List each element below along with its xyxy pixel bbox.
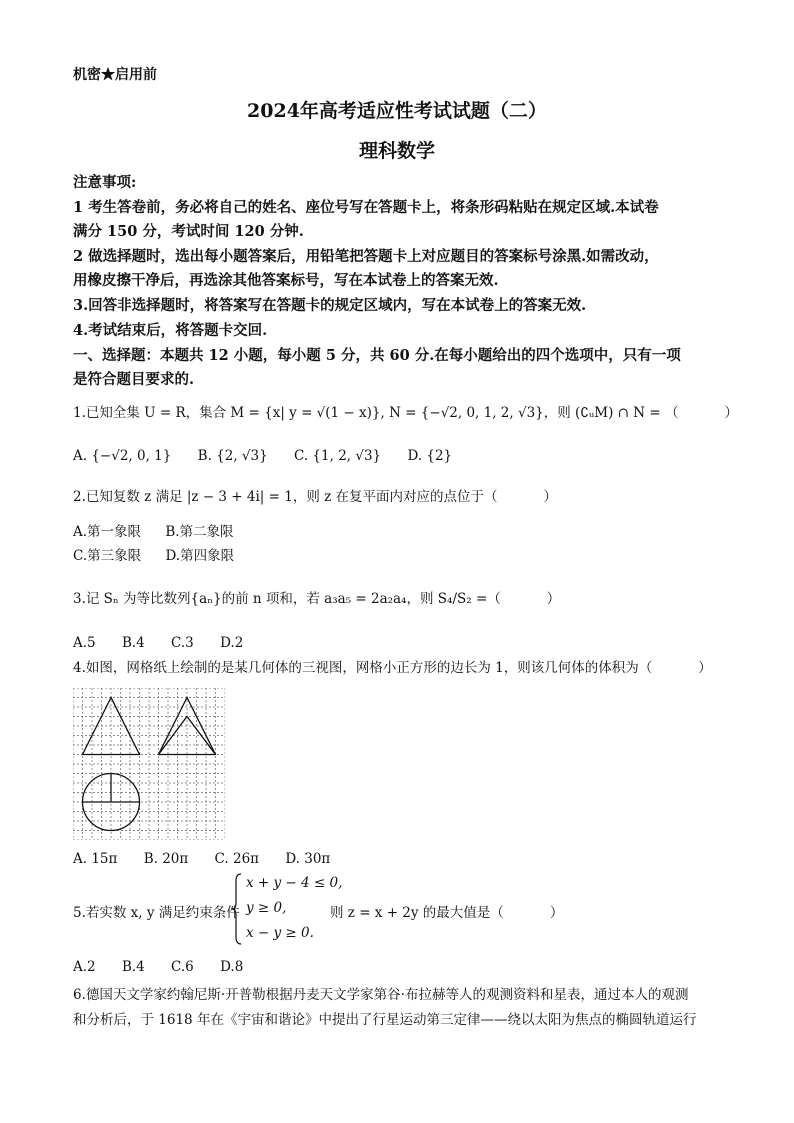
q5-option-d: D.8 [220,959,244,975]
q2-option-c: C.第三象限 [73,548,142,564]
q3-text: 3.记 Sₙ 为等比数列{aₙ}的前 n 项和，若 a₃a₅ = 2a₂a₄，则 S₄/S₂ =（ [73,591,501,607]
notes-line: 4.考试结束后，将答题卡交回. [73,322,268,339]
constraint-1: x + y − 4 ≤ 0, [246,875,343,891]
section-heading: 一、选择题：本题共 12 小题，每小题 5 分，共 60 分.在每小题给出的四个选项中，只有一项 [73,347,681,364]
q2-close: ） [543,489,558,505]
confidential-tag: 机密★启用前 [73,67,157,83]
q1-option-b: B. {2, √3} [197,448,268,464]
q1-option-c: C. {1, 2, √3} [294,448,382,464]
q5-text: 则 z = x + 2y 的最大值是（ [330,905,504,921]
q2-option-b: B.第二象限 [165,524,234,540]
q3-option-c: C.3 [171,635,194,651]
grid-lines [73,688,225,840]
question-5-stem-post [330,902,563,924]
question-4-options [73,848,352,870]
q4-text: 4.如图，网格纸上绘制的是某几何体的三视图，网格小正方形的边长为 1，则该几何体的体积为（ [73,660,653,676]
question-2-stem [73,486,557,508]
question-1-options [73,445,474,467]
exam-title: 2024年高考适应性考试试题（二） [247,100,547,122]
constraint-3: x − y ≥ 0. [246,925,314,941]
q3-close: ） [546,591,561,607]
q4-close: ） [698,660,712,676]
notes-line: 1 考生答卷前，务必将自己的姓名、座位号写在答题卡上，将条形码粘贴在规定区域.本试卷 [73,199,659,216]
question-6-line: 和分析后，于 1618 年在《宇宙和谐论》中提出了行星运动第三定律——绕以太阳为焦点的椭圆轨道运行 [73,1012,697,1028]
q1-option-a: A. {−√2, 0, 1} [73,448,172,464]
notes-line: 满分 150 分，考试时间 120 分钟. [73,223,304,240]
q2-option-d: D.第四象限 [165,548,235,564]
q4-option-a: A. 15π [73,851,118,867]
notes-line: 3.回答非选择题时，将答案写在答题卡的规定区域内，写在本试卷上的答案无效. [73,297,587,314]
question-3-stem [73,588,560,610]
q4-option-d: D. 30π [285,851,331,867]
question-6-line: 6.德国天文学家约翰尼斯·开普勒根据丹麦天文学家第谷·布拉赫等人的观测资料和星表，通过本人的观测 [73,987,689,1003]
exam-subject: 理科数学 [358,140,435,162]
q5-close: ） [549,905,564,921]
left-brace-icon [232,873,242,945]
question-5-options [73,956,265,978]
question-1-stem [73,402,738,424]
q1-text: 1.已知全集 U = R，集合 M = {x| y = √(1 − x)}, N = {−√2, 0, 1, 2, √3}，则 (∁ᵤM) ∩ N = （ [73,405,679,421]
q5-option-a: A.2 [73,959,96,975]
question-5-stem-pre: 5.若实数 x, y 满足约束条件 [73,905,240,921]
constraint-2: y ≥ 0, [246,900,287,916]
question-2-options-row2 [73,545,254,567]
notes-line: 2 做选择题时，选出每小题答案后，用铅笔把答题卡上对应题目的答案标号涂黑.如需改动， [73,248,659,265]
q2-text: 2.已知复数 z 满足 |z − 3 + 4i| = 1，则 z 在复平面内对应的点位于（ [73,489,498,505]
q4-option-c: C. 26π [214,851,260,867]
notes-line: 用橡皮擦干净后，再选涂其他答案标号，写在本试卷上的答案无效. [73,272,499,289]
q5-option-b: B.4 [121,959,145,975]
question-2-options-row1 [73,521,254,543]
question-4-stem [73,657,712,679]
section-heading-cont: 是符合题目要求的. [73,371,195,388]
q1-option-d: D. {2} [407,448,453,464]
notes-heading: 注意事项: [73,174,137,191]
q3-option-d: D.2 [220,635,244,651]
q5-option-c: C.6 [171,959,194,975]
q3-option-a: A.5 [73,635,96,651]
three-view-grid-figure [73,688,225,840]
q4-option-b: B. 20π [143,851,189,867]
q1-close: ） [724,405,738,421]
question-3-options [73,632,265,654]
q3-option-b: B.4 [121,635,145,651]
q2-option-a: A.第一象限 [73,524,142,540]
